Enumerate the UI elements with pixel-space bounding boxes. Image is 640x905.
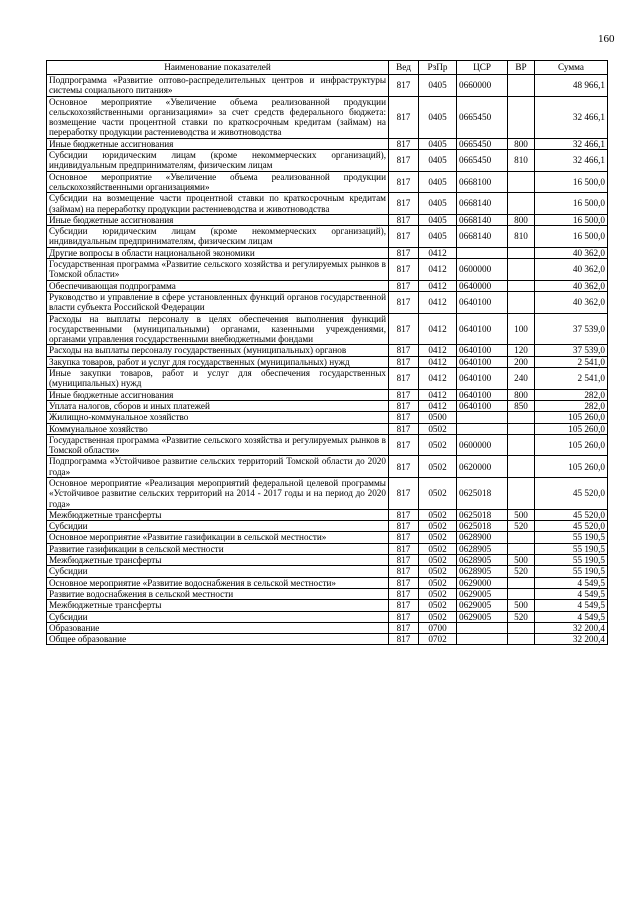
cell-rzpr: 0700 — [419, 622, 457, 633]
cell-sum: 45 520,0 — [535, 477, 608, 509]
cell-csr: 0640100 — [457, 389, 508, 400]
cell-ved: 817 — [389, 259, 419, 281]
cell-rzpr: 0502 — [419, 577, 457, 588]
cell-sum: 55 190,5 — [535, 566, 608, 577]
table-row — [47, 313, 608, 345]
table-row — [47, 291, 608, 313]
cell-ved: 817 — [389, 588, 419, 599]
cell-name: Межбюджетные трансферты — [47, 509, 389, 520]
cell-ved: 817 — [389, 247, 419, 258]
cell-name: Межбюджетные трансферты — [47, 555, 389, 566]
cell-csr: 0665450 — [457, 138, 508, 149]
cell-sum: 45 520,0 — [535, 509, 608, 520]
cell-vr — [508, 456, 535, 478]
cell-vr — [508, 543, 535, 554]
cell-name: Расходы на выплаты персоналу государственных (муниципальных) органов — [47, 345, 389, 356]
cell-rzpr: 0405 — [419, 193, 457, 215]
cell-csr: 0640100 — [457, 368, 508, 390]
cell-name: Основное мероприятие «Реализация мероприятий федеральной целевой программы «Устойчивое развитие сельских территорий на 2014 - 2017 годы и на период до 2020 года» — [47, 477, 389, 509]
cell-vr — [508, 577, 535, 588]
cell-vr — [508, 477, 535, 509]
cell-csr: 0665450 — [457, 150, 508, 172]
cell-sum: 105 260,0 — [535, 423, 608, 434]
cell-sum: 32 466,1 — [535, 138, 608, 149]
table-row — [47, 247, 608, 258]
cell-csr: 0665450 — [457, 96, 508, 138]
table-row — [47, 611, 608, 622]
cell-rzpr: 0405 — [419, 96, 457, 138]
cell-rzpr: 0502 — [419, 521, 457, 532]
cell-sum: 32 466,1 — [535, 96, 608, 138]
cell-name: Руководство и управление в сфере установленных функций органов государственной власти субъекта Российской Федерации — [47, 291, 389, 313]
cell-rzpr: 0412 — [419, 356, 457, 367]
cell-name: Развитие газификации в сельской местности — [47, 543, 389, 554]
cell-ved: 817 — [389, 96, 419, 138]
table-row — [47, 634, 608, 645]
cell-csr: 0600000 — [457, 434, 508, 456]
table-row — [47, 588, 608, 599]
cell-rzpr: 0405 — [419, 226, 457, 248]
cell-sum: 55 190,5 — [535, 532, 608, 543]
cell-vr — [508, 622, 535, 633]
cell-csr: 0640000 — [457, 280, 508, 291]
cell-csr — [457, 247, 508, 258]
cell-vr — [508, 280, 535, 291]
cell-vr: 520 — [508, 566, 535, 577]
cell-vr — [508, 634, 535, 645]
cell-vr — [508, 532, 535, 543]
cell-rzpr: 0502 — [419, 532, 457, 543]
budget-table — [46, 60, 608, 645]
cell-rzpr: 0412 — [419, 291, 457, 313]
cell-sum: 4 549,5 — [535, 600, 608, 611]
cell-rzpr: 0405 — [419, 171, 457, 193]
cell-csr: 0600000 — [457, 259, 508, 281]
cell-name: Основное мероприятие «Увеличение объема реализованной продукции сельскохозяйственными организациями» за счет средств федерального бюджета: возмещение части процентной ставки по краткосрочным кредитам (займам) на переработку продукции растениеводства и животноводства — [47, 96, 389, 138]
cell-ved: 817 — [389, 577, 419, 588]
cell-csr: 0625018 — [457, 509, 508, 520]
cell-sum: 4 549,5 — [535, 611, 608, 622]
table-header-row — [47, 61, 608, 75]
cell-rzpr: 0502 — [419, 566, 457, 577]
cell-ved: 817 — [389, 171, 419, 193]
cell-ved: 817 — [389, 456, 419, 478]
cell-sum: 2 541,0 — [535, 356, 608, 367]
cell-sum: 37 539,0 — [535, 345, 608, 356]
table-row — [47, 138, 608, 149]
cell-rzpr: 0405 — [419, 138, 457, 149]
cell-csr: 0668140 — [457, 214, 508, 225]
cell-csr: 0620000 — [457, 456, 508, 478]
cell-ved: 817 — [389, 611, 419, 622]
cell-csr: 0629000 — [457, 577, 508, 588]
cell-name: Субсидии — [47, 521, 389, 532]
cell-csr: 0628900 — [457, 532, 508, 543]
cell-ved: 817 — [389, 532, 419, 543]
table-row — [47, 400, 608, 411]
cell-vr — [508, 247, 535, 258]
cell-ved: 817 — [389, 389, 419, 400]
cell-name: Общее образование — [47, 634, 389, 645]
cell-sum: 2 541,0 — [535, 368, 608, 390]
cell-name: Субсидии юридическим лицам (кроме некоммерческих организаций), индивидуальным предпринимателям, физическим лицам — [47, 226, 389, 248]
cell-rzpr: 0500 — [419, 412, 457, 423]
cell-ved: 817 — [389, 291, 419, 313]
cell-ved: 817 — [389, 434, 419, 456]
cell-sum: 55 190,5 — [535, 543, 608, 554]
cell-rzpr: 0502 — [419, 434, 457, 456]
cell-ved: 817 — [389, 543, 419, 554]
table-row — [47, 214, 608, 225]
table-row — [47, 150, 608, 172]
header-vr: ВР — [508, 61, 535, 75]
cell-sum: 37 539,0 — [535, 313, 608, 345]
cell-ved: 817 — [389, 634, 419, 645]
cell-name: Подпрограмма «Устойчивое развитие сельских территорий Томской области до 2020 года» — [47, 456, 389, 478]
table-row — [47, 543, 608, 554]
cell-name: Закупка товаров, работ и услуг для государственных (муниципальных) нужд — [47, 356, 389, 367]
cell-csr: 0628905 — [457, 543, 508, 554]
cell-name: Иные закупки товаров, работ и услуг для обеспечения государственных (муниципальных) нужд — [47, 368, 389, 390]
cell-vr: 120 — [508, 345, 535, 356]
header-rzpr: РзПр — [419, 61, 457, 75]
cell-name: Другие вопросы в области национальной экономики — [47, 247, 389, 258]
cell-vr — [508, 434, 535, 456]
cell-ved: 817 — [389, 509, 419, 520]
cell-ved: 817 — [389, 423, 419, 434]
cell-rzpr: 0502 — [419, 509, 457, 520]
cell-vr: 800 — [508, 214, 535, 225]
cell-name: Обеспечивающая подпрограмма — [47, 280, 389, 291]
cell-name: Субсидии на возмещение части процентной ставки по краткосрочным кредитам (займам) на переработку продукции растениеводства и животноводства — [47, 193, 389, 215]
cell-ved: 817 — [389, 566, 419, 577]
cell-rzpr: 0412 — [419, 259, 457, 281]
cell-vr — [508, 75, 535, 97]
table-row — [47, 509, 608, 520]
table-row — [47, 423, 608, 434]
cell-csr: 0628905 — [457, 566, 508, 577]
cell-name: Основное мероприятие «Развитие газификации в сельской местности» — [47, 532, 389, 543]
cell-csr: 0668100 — [457, 171, 508, 193]
table-row — [47, 345, 608, 356]
table-row — [47, 356, 608, 367]
cell-csr — [457, 412, 508, 423]
cell-vr: 850 — [508, 400, 535, 411]
cell-ved: 817 — [389, 555, 419, 566]
cell-ved: 817 — [389, 412, 419, 423]
cell-sum: 32 200,4 — [535, 622, 608, 633]
cell-vr — [508, 412, 535, 423]
cell-sum: 4 549,5 — [535, 588, 608, 599]
cell-rzpr: 0412 — [419, 247, 457, 258]
cell-rzpr: 0412 — [419, 400, 457, 411]
table-row — [47, 259, 608, 281]
cell-csr — [457, 622, 508, 633]
table-row — [47, 75, 608, 97]
cell-ved: 817 — [389, 214, 419, 225]
cell-csr: 0628905 — [457, 555, 508, 566]
header-csr: ЦСР — [457, 61, 508, 75]
cell-sum: 105 260,0 — [535, 456, 608, 478]
cell-csr: 0629005 — [457, 600, 508, 611]
cell-sum: 40 362,0 — [535, 280, 608, 291]
cell-name: Подпрограмма «Развитие оптово-распределительных центров и инфраструктуры системы социального питания» — [47, 75, 389, 97]
cell-ved: 817 — [389, 368, 419, 390]
cell-vr: 520 — [508, 521, 535, 532]
cell-rzpr: 0412 — [419, 313, 457, 345]
cell-vr — [508, 96, 535, 138]
cell-ved: 817 — [389, 345, 419, 356]
cell-name: Жилищно-коммунальное хозяйство — [47, 412, 389, 423]
cell-csr: 0640100 — [457, 345, 508, 356]
cell-vr: 810 — [508, 226, 535, 248]
table-body — [47, 75, 608, 645]
cell-sum: 282,0 — [535, 400, 608, 411]
cell-csr: 0668140 — [457, 193, 508, 215]
cell-csr: 0640100 — [457, 313, 508, 345]
cell-rzpr: 0502 — [419, 611, 457, 622]
cell-rzpr: 0412 — [419, 368, 457, 390]
cell-rzpr: 0702 — [419, 634, 457, 645]
cell-sum: 4 549,5 — [535, 577, 608, 588]
table-row — [47, 389, 608, 400]
cell-vr: 200 — [508, 356, 535, 367]
cell-rzpr: 0405 — [419, 75, 457, 97]
cell-sum: 16 500,0 — [535, 171, 608, 193]
cell-name: Иные бюджетные ассигнования — [47, 138, 389, 149]
table-row — [47, 96, 608, 138]
table-row — [47, 280, 608, 291]
cell-sum: 105 260,0 — [535, 434, 608, 456]
cell-name: Межбюджетные трансферты — [47, 600, 389, 611]
table-row — [47, 226, 608, 248]
cell-sum: 32 200,4 — [535, 634, 608, 645]
table-row — [47, 577, 608, 588]
cell-vr: 500 — [508, 600, 535, 611]
cell-sum: 32 466,1 — [535, 150, 608, 172]
cell-name: Образование — [47, 622, 389, 633]
cell-vr: 500 — [508, 555, 535, 566]
cell-name: Расходы на выплаты персоналу в целях обеспечения выполнения функций государственными (муниципальными) органами, казенными учреждениями, органами управления государственными внебюджетными фондами — [47, 313, 389, 345]
cell-csr: 0640100 — [457, 291, 508, 313]
cell-sum: 48 966,1 — [535, 75, 608, 97]
table-row — [47, 521, 608, 532]
cell-name: Уплата налогов, сборов и иных платежей — [47, 400, 389, 411]
cell-name: Развитие водоснабжения в сельской местности — [47, 588, 389, 599]
cell-ved: 817 — [389, 622, 419, 633]
cell-rzpr: 0502 — [419, 456, 457, 478]
cell-vr — [508, 193, 535, 215]
cell-rzpr: 0502 — [419, 477, 457, 509]
cell-name: Иные бюджетные ассигнования — [47, 389, 389, 400]
cell-ved: 817 — [389, 356, 419, 367]
table-row — [47, 600, 608, 611]
cell-vr: 520 — [508, 611, 535, 622]
cell-sum: 16 500,0 — [535, 226, 608, 248]
cell-vr: 800 — [508, 138, 535, 149]
cell-sum: 40 362,0 — [535, 291, 608, 313]
cell-csr: 0629005 — [457, 611, 508, 622]
cell-csr: 0660000 — [457, 75, 508, 97]
cell-ved: 817 — [389, 280, 419, 291]
cell-vr — [508, 259, 535, 281]
cell-name: Субсидии юридическим лицам (кроме некоммерческих организаций), индивидуальным предпринимателям, физическим лицам — [47, 150, 389, 172]
table-row — [47, 532, 608, 543]
cell-rzpr: 0502 — [419, 423, 457, 434]
table-row — [47, 368, 608, 390]
cell-vr: 810 — [508, 150, 535, 172]
cell-ved: 817 — [389, 75, 419, 97]
cell-ved: 817 — [389, 477, 419, 509]
cell-name: Субсидии — [47, 611, 389, 622]
cell-name: Основное мероприятие «Развитие водоснабжения в сельской местности» — [47, 577, 389, 588]
table-row — [47, 566, 608, 577]
cell-rzpr: 0502 — [419, 600, 457, 611]
cell-sum: 40 362,0 — [535, 247, 608, 258]
cell-name: Государственная программа «Развитие сельского хозяйства и регулируемых рынков в Томской области» — [47, 259, 389, 281]
cell-vr — [508, 588, 535, 599]
cell-sum: 16 500,0 — [535, 214, 608, 225]
cell-ved: 817 — [389, 226, 419, 248]
cell-csr: 0668140 — [457, 226, 508, 248]
cell-rzpr: 0502 — [419, 588, 457, 599]
cell-rzpr: 0502 — [419, 555, 457, 566]
header-name: Наименование показателей — [47, 61, 389, 75]
table-row — [47, 193, 608, 215]
cell-vr: 500 — [508, 509, 535, 520]
cell-sum: 55 190,5 — [535, 555, 608, 566]
cell-csr: 0629005 — [457, 588, 508, 599]
cell-ved: 817 — [389, 313, 419, 345]
table-row — [47, 434, 608, 456]
cell-sum: 45 520,0 — [535, 521, 608, 532]
cell-rzpr: 0405 — [419, 214, 457, 225]
table-row — [47, 171, 608, 193]
cell-csr: 0640100 — [457, 400, 508, 411]
cell-rzpr: 0405 — [419, 150, 457, 172]
table-row — [47, 477, 608, 509]
cell-name: Государственная программа «Развитие сельского хозяйства и регулируемых рынков в Томской области» — [47, 434, 389, 456]
cell-sum: 282,0 — [535, 389, 608, 400]
cell-rzpr: 0412 — [419, 345, 457, 356]
cell-name: Коммунальное хозяйство — [47, 423, 389, 434]
cell-sum: 105 260,0 — [535, 412, 608, 423]
cell-sum: 16 500,0 — [535, 193, 608, 215]
table-row — [47, 555, 608, 566]
table-row — [47, 412, 608, 423]
header-sum: Сумма — [535, 61, 608, 75]
cell-ved: 817 — [389, 150, 419, 172]
cell-rzpr: 0412 — [419, 280, 457, 291]
cell-ved: 817 — [389, 521, 419, 532]
cell-csr — [457, 423, 508, 434]
cell-ved: 817 — [389, 193, 419, 215]
page-number: 160 — [598, 33, 615, 45]
cell-ved: 817 — [389, 138, 419, 149]
header-ved: Вед — [389, 61, 419, 75]
cell-csr: 0625018 — [457, 477, 508, 509]
cell-vr: 100 — [508, 313, 535, 345]
cell-csr: 0640100 — [457, 356, 508, 367]
cell-name: Субсидии — [47, 566, 389, 577]
cell-vr: 800 — [508, 389, 535, 400]
cell-name: Основное мероприятие «Увеличение объема реализованной продукции сельскохозяйственными организациями» — [47, 171, 389, 193]
cell-sum: 40 362,0 — [535, 259, 608, 281]
cell-rzpr: 0502 — [419, 543, 457, 554]
cell-name: Иные бюджетные ассигнования — [47, 214, 389, 225]
table-row — [47, 622, 608, 633]
cell-vr — [508, 291, 535, 313]
cell-vr: 240 — [508, 368, 535, 390]
table-row — [47, 456, 608, 478]
cell-csr — [457, 634, 508, 645]
cell-ved: 817 — [389, 400, 419, 411]
cell-rzpr: 0412 — [419, 389, 457, 400]
cell-vr — [508, 423, 535, 434]
cell-ved: 817 — [389, 600, 419, 611]
cell-csr: 0625018 — [457, 521, 508, 532]
cell-vr — [508, 171, 535, 193]
